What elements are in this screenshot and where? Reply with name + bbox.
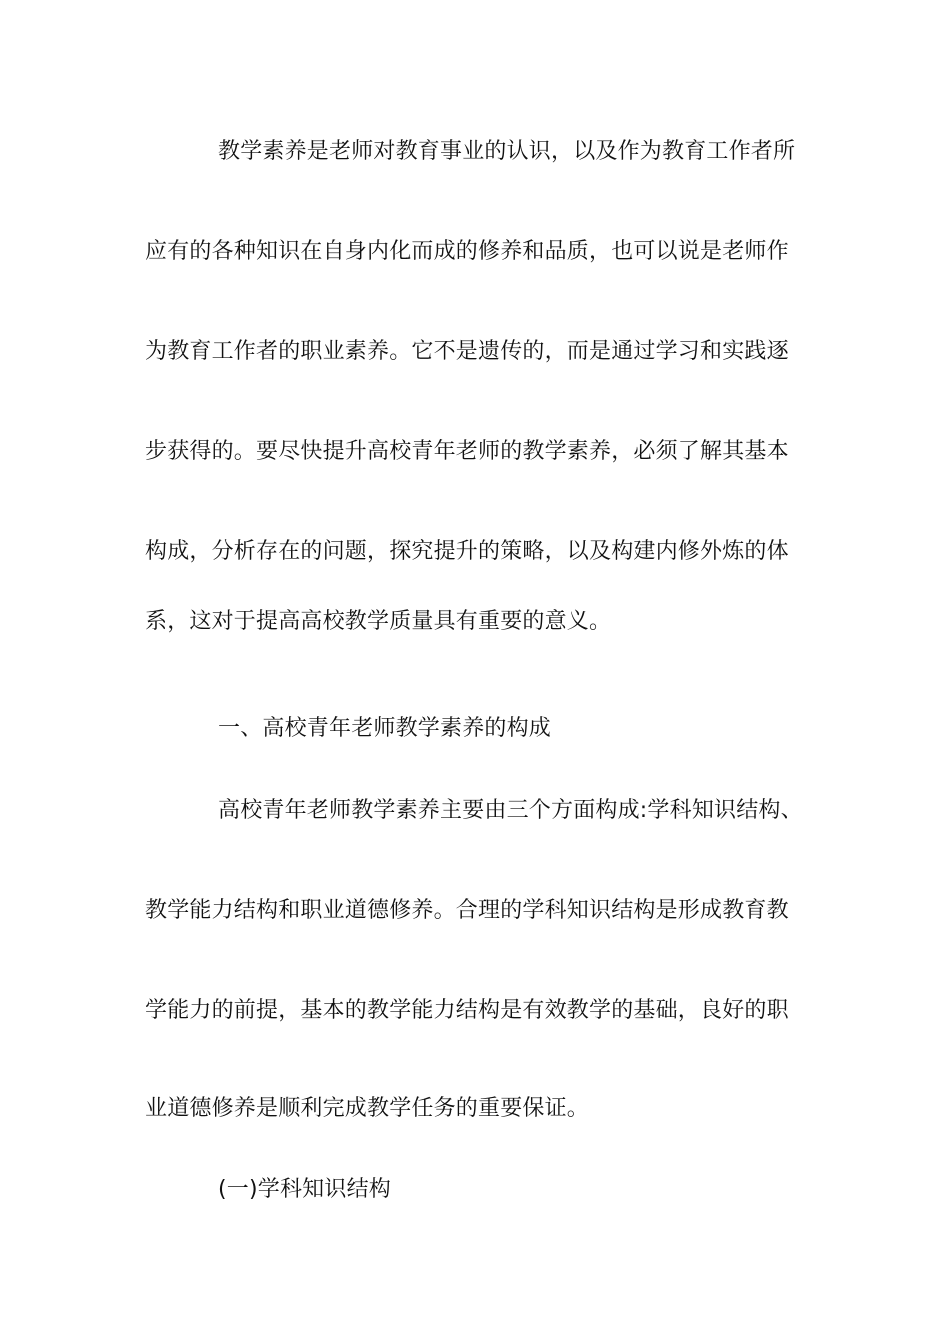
paragraph-1-line-1: 教学素养是老师对教育事业的认识，以及作为教育工作者所 [218,139,796,164]
paragraph-2-line-3: 学能力的前提，基本的教学能力结构是有效教学的基础，良好的职 [145,998,789,1023]
paragraph-1-line-4: 步获得的。要尽快提升高校青年老师的教学素养，必须了解其基本 [145,439,789,464]
paragraph-1-line-6: 系，这对于提高高校教学质量具有重要的意义。 [145,609,612,634]
paragraph-1-line-5: 构成，分析存在的问题，探究提升的策略，以及构建内修外炼的体 [145,539,789,564]
paragraph-2-line-2: 教学能力结构和职业道德修养。合理的学科知识结构是形成教育教 [145,898,789,923]
subsection-heading: (一)学科知识结构 [218,1177,391,1202]
section-heading: 一、高校青年老师教学素养的构成 [218,716,552,741]
paragraph-1-line-3: 为教育工作者的职业素养。它不是遗传的，而是通过学习和实践逐 [145,339,789,364]
paragraph-2-line-1: 高校青年老师教学素养主要由三个方面构成:学科知识结构、 [218,798,803,823]
paragraph-2-line-4: 业道德修养是顺利完成教学任务的重要保证。 [145,1096,590,1121]
paragraph-1-line-2: 应有的各种知识在自身内化而成的修养和品质，也可以说是老师作 [145,239,789,264]
